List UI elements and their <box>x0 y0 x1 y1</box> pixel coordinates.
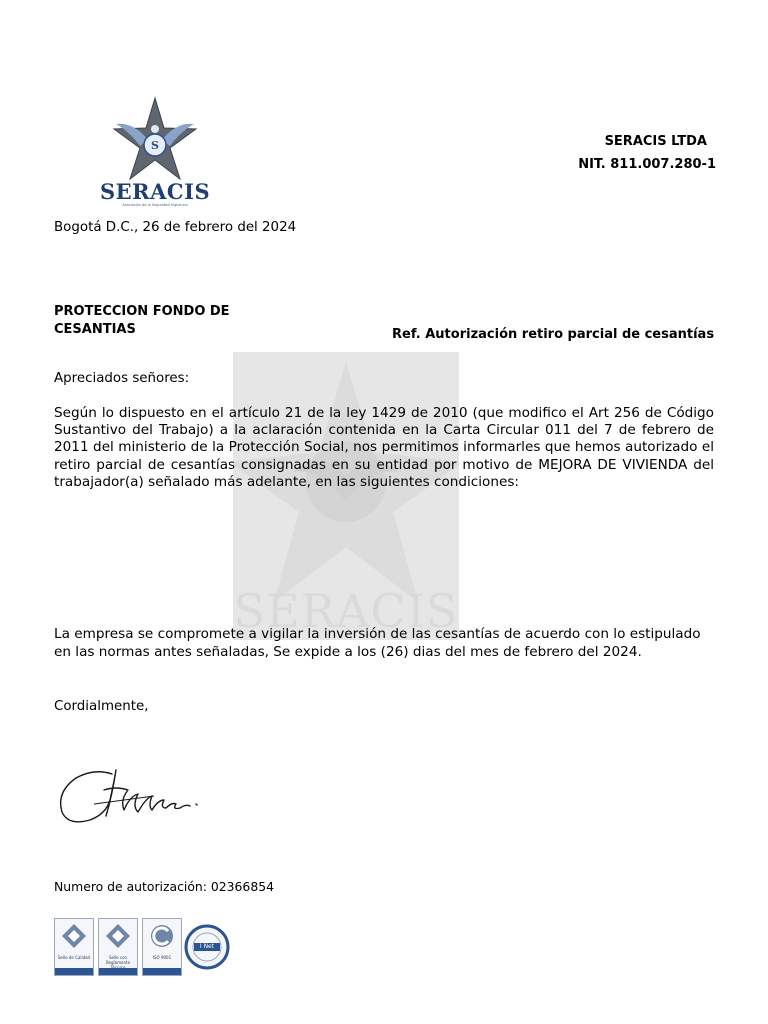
cert-label: Sello con Reglamento <box>105 955 131 965</box>
authorization-number: Numero de autorización: 02366854 <box>54 879 274 894</box>
handwritten-signature-icon <box>54 760 214 832</box>
reference-line: Ref. Autorización retiro parcial de cesantías <box>392 327 715 342</box>
company-logo <box>100 96 210 211</box>
certification-seals <box>54 918 234 976</box>
quality-seal-icon <box>54 918 94 976</box>
watermark <box>233 352 459 640</box>
body-paragraph-1: Según lo dispuesto en el artículo 21 de la ley 1429 de 2010 (que modifico el Art 256 de Código Sustantivo del Trabajo) a la aclaración contenida en la Carta Circular 011 del 7 de febrero de 2011 del ministerio de la Protección Social, nos permitimos informarles que hemos autorizado el retiro parcial de cesantías consignadas en su entidad por motivo de MEJORA DE VIVIENDA del trabajador(a) señalado más adelante, en las siguientes condiciones: <box>54 405 714 490</box>
recipient-line-2: CESANTIAS <box>54 322 136 337</box>
cert-label: ISO 9001 <box>152 955 172 960</box>
company-header <box>540 130 716 176</box>
signature <box>54 760 214 832</box>
iso-9001-icon <box>142 918 182 976</box>
logo-tagline: Asociación de la Seguridad Vigilancia <box>122 203 188 207</box>
iqnet-icon <box>184 924 230 970</box>
cert-label: Sello de Calidad <box>57 955 91 960</box>
company-nit: NIT. 811.007.280-1 <box>578 157 716 172</box>
closing: Cordialmente, <box>54 699 149 714</box>
watermark-text: SERACIS <box>233 584 459 638</box>
body-paragraph-2: La empresa se compromete a vigilar la inversión de las cesantías de acuerdo con lo estipulado en las normas antes señaladas, Se expide a los (26) dias del mes de febrero del 2024. <box>54 626 701 660</box>
recipient <box>54 303 254 339</box>
cert-label: I Net <box>199 943 215 950</box>
svg-text:S: S <box>151 139 159 152</box>
greeting: Apreciados señores: <box>54 371 190 386</box>
date-line: Bogotá D.C., 26 de febrero del 2024 <box>54 220 297 235</box>
logo-text: SERACIS <box>100 179 211 204</box>
technical-regulation-seal-icon <box>98 918 138 976</box>
star-eagle-logo-icon <box>100 96 210 181</box>
recipient-line-1: PROTECCION FONDO DE <box>54 304 230 319</box>
company-name: SERACIS LTDA <box>604 134 707 149</box>
